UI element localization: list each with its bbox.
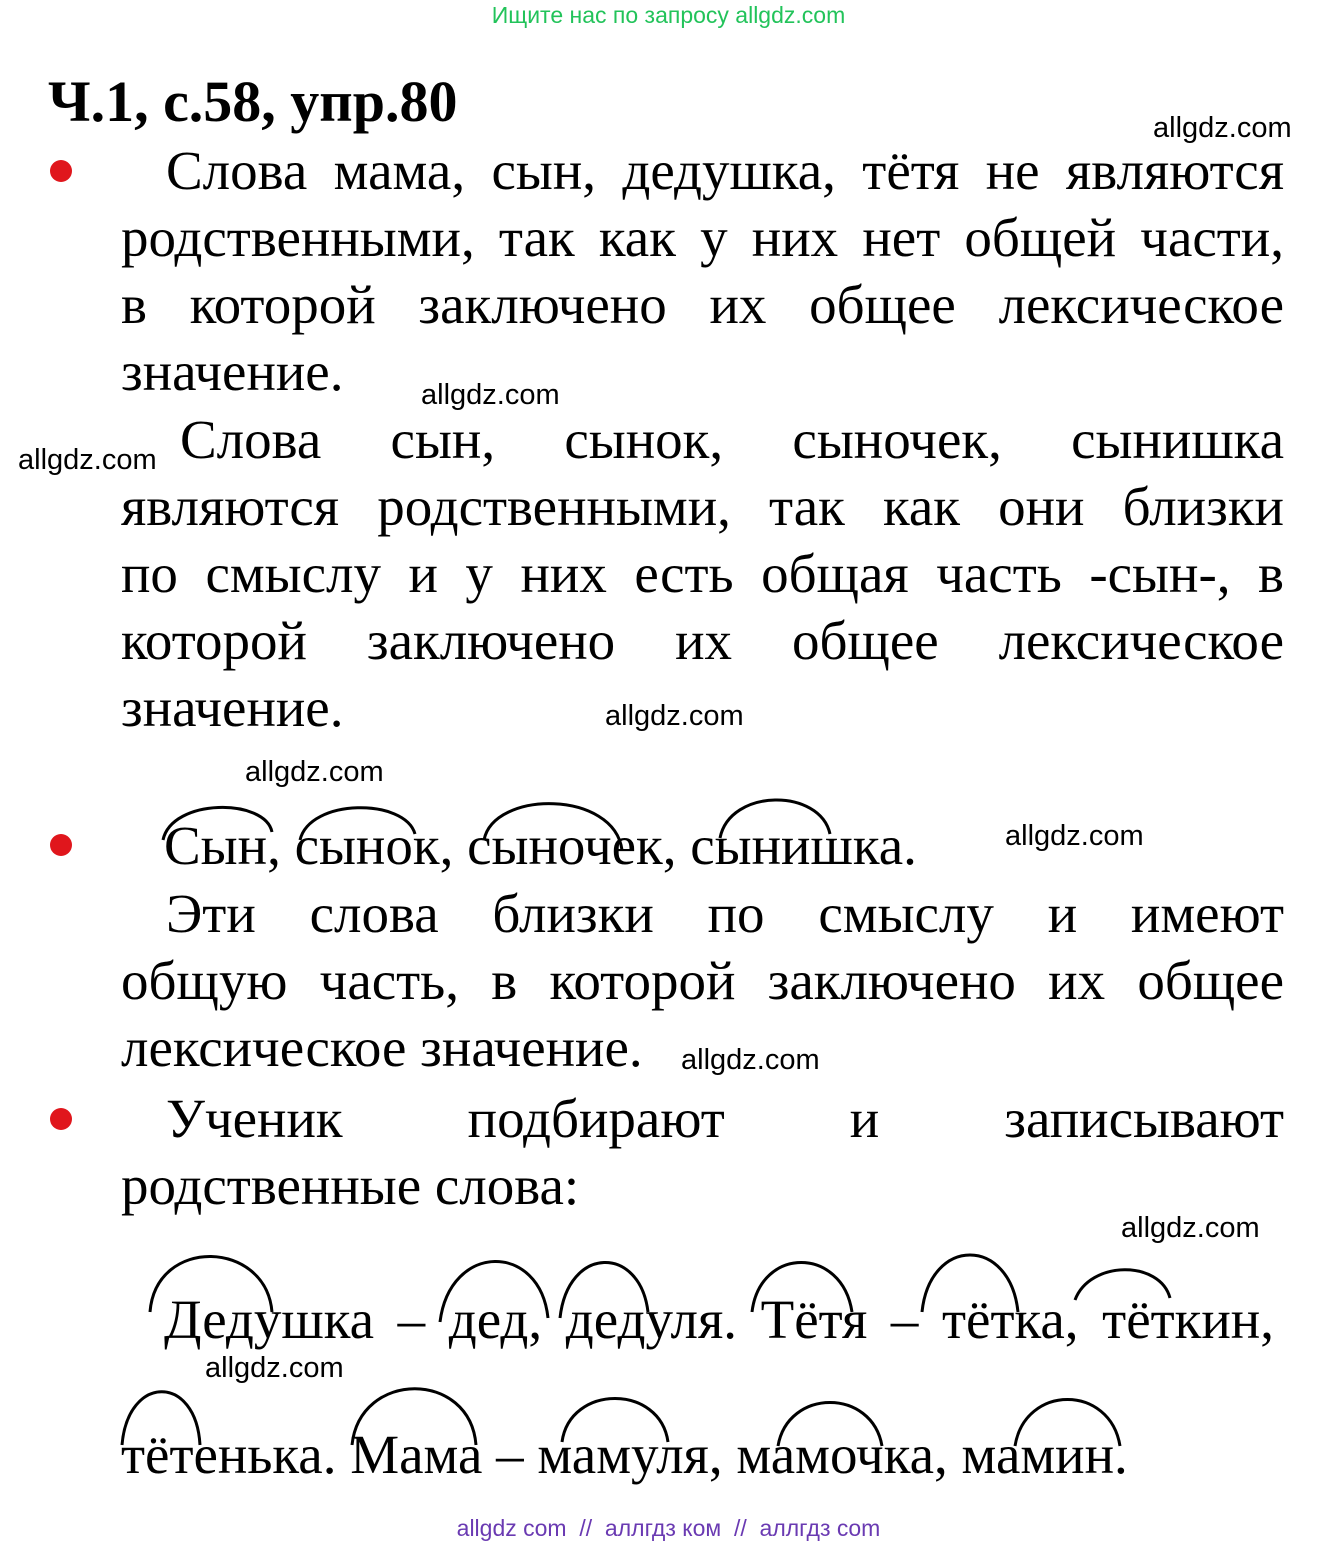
word-line: тётенька. Мама – мамуля, мамочка, мамин. (121, 1424, 1128, 1485)
bullet-1 (50, 160, 72, 182)
paragraph-line: Слова сын, сынок, сыночек, сынишка (180, 409, 1284, 470)
paragraph-line: являются родственными, так как они близки (121, 476, 1284, 537)
bullet-2 (50, 834, 72, 856)
bullet-3 (50, 1108, 72, 1130)
word-line: Сын, сынок, сыночек, сынишка. (164, 815, 917, 876)
paragraph-line: значение. (121, 341, 344, 402)
watermark: allgdz.com (1153, 112, 1292, 144)
paragraph-line: общую часть, в которой заключено их общее (121, 950, 1284, 1011)
word-line: Дедушка – дед, дедуля. Тётя – тётка, тёткин, (164, 1289, 1274, 1350)
watermark: allgdz.com (1005, 820, 1144, 852)
watermark: allgdz.com (1121, 1212, 1260, 1244)
watermark: allgdz.com (681, 1044, 820, 1076)
paragraph-line: родственные слова: (121, 1155, 580, 1216)
paragraph-line: Эти слова близки по смыслу и имеют (166, 883, 1284, 944)
paragraph-line: лексическое значение. (121, 1017, 643, 1078)
top-banner: Ищите нас по запросу allgdz.com (491, 2, 846, 28)
paragraph-line: по смыслу и у них есть общая часть -сын-, в (121, 543, 1284, 604)
watermark: allgdz.com (421, 379, 560, 411)
paragraph-line: родственными, так как у них нет общей части, (121, 207, 1284, 268)
watermark: allgdz.com (18, 444, 157, 476)
paragraph-line: которой заключено их общее лексическое (121, 610, 1284, 671)
footer: allgdz com // аллгдз ком // аллгдз com (456, 1515, 881, 1541)
paragraph-line: в которой заключено их общее лексическое (121, 274, 1284, 335)
watermark: allgdz.com (245, 756, 384, 788)
paragraph-line: Слова мама, сын, дедушка, тётя не являются (166, 140, 1284, 201)
paragraph-line: значение. (121, 677, 344, 738)
watermark: allgdz.com (605, 700, 744, 732)
paragraph-line: Ученик подбирают и записывают (166, 1088, 1284, 1149)
watermark: allgdz.com (205, 1352, 344, 1384)
page-title: Ч.1, с.58, упр.80 (48, 69, 458, 134)
